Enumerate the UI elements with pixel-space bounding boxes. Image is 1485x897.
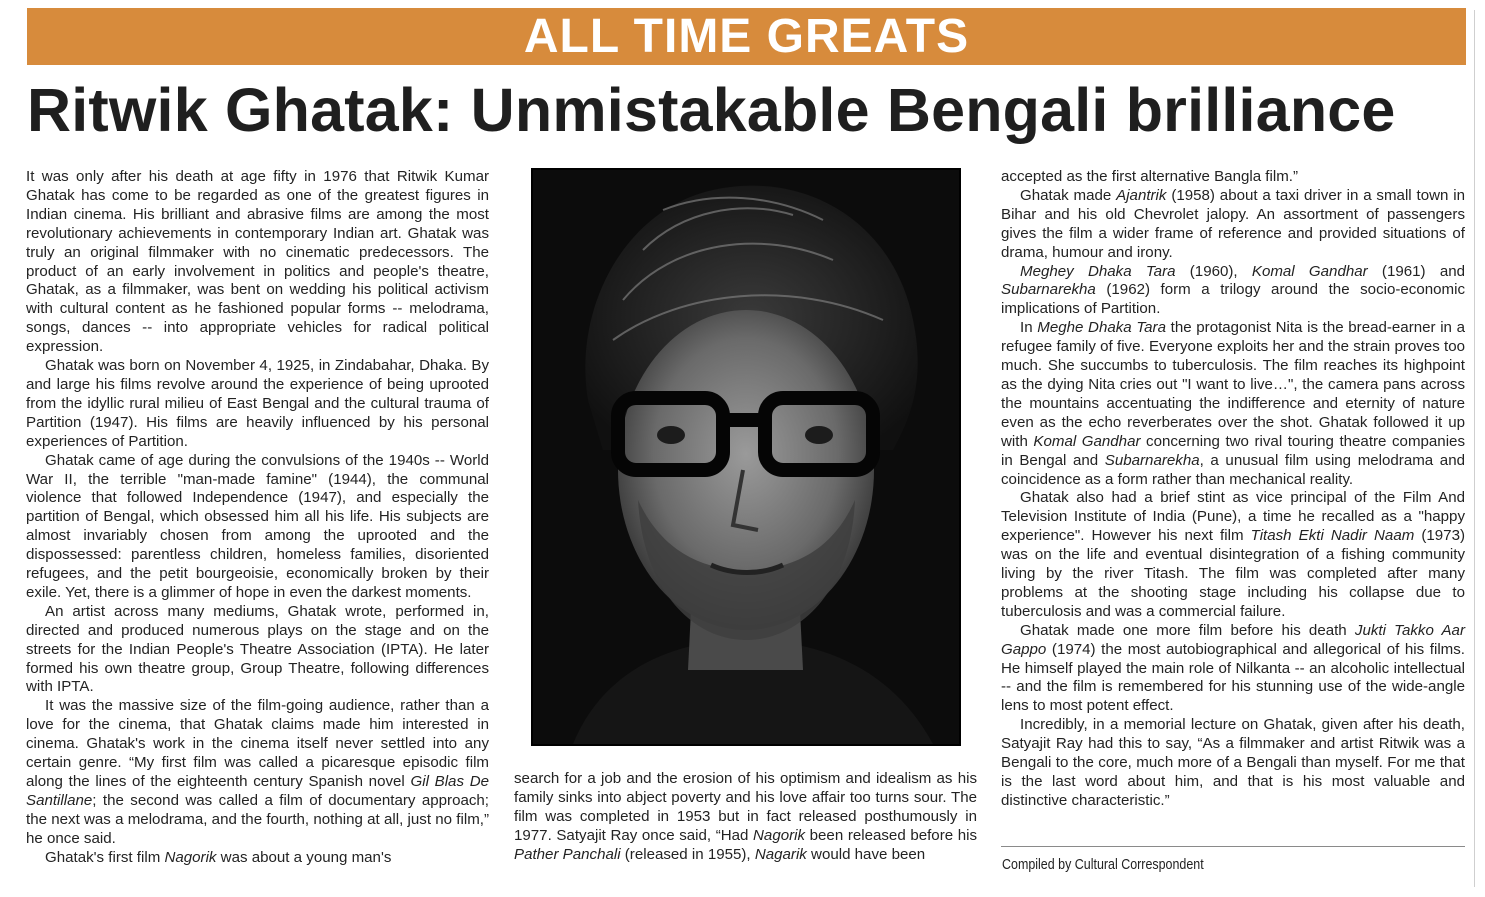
article-column-3 [1001, 168, 1465, 811]
paragraph: An artist across many mediums, Ghatak wrote, performed in, directed and produced numerous plays on the stage and on the streets for the Indian People's Theatre Association (IPTA). He later formed his own theatre group, Group Theatre, following differences with IPTA. [26, 602, 489, 696]
divider [1001, 846, 1465, 847]
section-banner [27, 8, 1466, 65]
paragraph: search for a job and the erosion of his optimism and idealism as his family sinks into abject poverty and his love affair too turns sour. The film was completed in 1953 but in fact released posthumously in 1977. Satyajit Ray once said, “Had Nagorik been released before his Pather Panchali (released in 1955), Nagarik would have been [514, 770, 978, 863]
paragraph: Ghatak made Ajantrik (1958) about a taxi driver in a small town in Bihar and his old Chevrolet jalopy. An assortment of passengers gives the film a wider frame of reference and provided situations of drama, humour and irony. [1001, 186, 1465, 261]
page-edge-rule [1474, 10, 1475, 887]
portrait-photo [531, 168, 961, 746]
paragraph: Ghatak came of age during the convulsions of the 1940s -- World War II, the terrible "man-made famine" (1944), the communal violence that followed Independence (1947), and especially the partition of Bengal, which obsessed him all his life. His subjects are almost invariably chosen from among the uprooted and the dispossessed: parentless children, homeless families, disoriented refugees, and the petit bourgeoisie, economically broken by their exile. Yet, there is a glimmer of hope in even the darkest moments. [26, 451, 489, 601]
paragraph: Meghey Dhaka Tara (1960), Komal Gandhar (1961) and Subarnarekha (1962) form a trilogy around the socio-economic implications of Partition. [1001, 262, 1466, 318]
paragraph: accepted as the first alternative Bangla film.” [1001, 168, 1298, 185]
paragraph: Ghatak was born on November 4, 1925, in Zindabahar, Dhaka. By and large his films revolve around the experience of being uprooted from the idyllic rural milieu of East Bengal and the cultural trauma of Partition (1947). His films are heavily influenced by his personal experiences of Partition. [26, 357, 489, 450]
paragraph: Ghatak made one more film before his death Jukti Takko Aar Gappo (1974) the most autobiographical and allegorical of his films. He himself played the main role of Nilkanta -- an alcoholic intellectual -- and the film is remembered for his stunning use of the wide-angle lens to most potent effect. [1001, 621, 1465, 715]
paragraph: Ghatak also had a brief stint as vice principal of the Film And Television Institute of India (Pune), a time he recalled as a "happy experience". However his next film Titash Ekti Nadir Naam (1973) was on the life and eventual disintegration of a fishing community living by the river Titash. The film was completed after many problems at the shooting stage including his collapse due to tuberculosis and was a commercial failure. [1001, 489, 1465, 620]
article-column-1 [26, 168, 489, 868]
paragraph: Incredibly, in a memorial lecture on Ghatak, given after his death, Satyajit Ray had this to say, “As a filmmaker and artist Ritwik was a Bengali to the core, much more of a Bengali than myself. For me that is the last word about him, and that is his most valuable and distinctive characteristic.” [1001, 716, 1465, 809]
byline-credit: Compiled by Cultural Correspondent [1002, 857, 1204, 873]
headline: Ritwik Ghatak: Unmistakable Bengali brilliance [27, 76, 1396, 144]
paragraph: It was the massive size of the film-going audience, rather than a love for the cinema, that Ghatak claims made him interested in cinema. Ghatak's work in the cinema itself never settled into any certain genre. “My first film was called a picaresque episodic film along the lines of the eighteenth century Spanish novel Gil Blas De Santillane; the second was called a film of documentary approach; the next was a melodrama, and the fourth, nothing at all, just no film,” he once said. [26, 697, 489, 847]
article-column-2 [514, 770, 977, 865]
paragraph: In Meghe Dhaka Tara the protagonist Nita is the bread-earner in a refugee family of five. Everyone exploits her and the strain proves too much. She succumbs to tuberculosis. The film reaches its highpoint as the dying Nita cries out "I want to live…", the camera pans across the mountains accentuating the indifference and eternity of nature even as the echo reverberates over the shot. Ghatak followed it up with Komal Gandhar concerning two rival touring theatre companies in Bengal and Subarnarekha, a unusual film using melodrama and coincidence as a form rather than mechanical reality. [1001, 319, 1465, 488]
paragraph: It was only after his death at age fifty in 1976 that Ritwik Kumar Ghatak has come to be regarded as one of the greatest figures in Indian cinema. His brilliant and abrasive films are among the most revolutionary achievements in contemporary Indian art. Ghatak was truly an original filmmaker with no cinematic predecessors. The product of an early involvement in politics and people's theatre, Ghatak, as a filmmaker, was bent on wedding his political activism with cultural content as he fashioned popular forms -- melodrama, songs, dances -- into appropriate vehicles for radical political expression. [26, 168, 489, 356]
banner-title: ALL TIME GREATS [523, 9, 970, 63]
paragraph: Ghatak's first film Nagorik was about a young man's [45, 848, 392, 866]
